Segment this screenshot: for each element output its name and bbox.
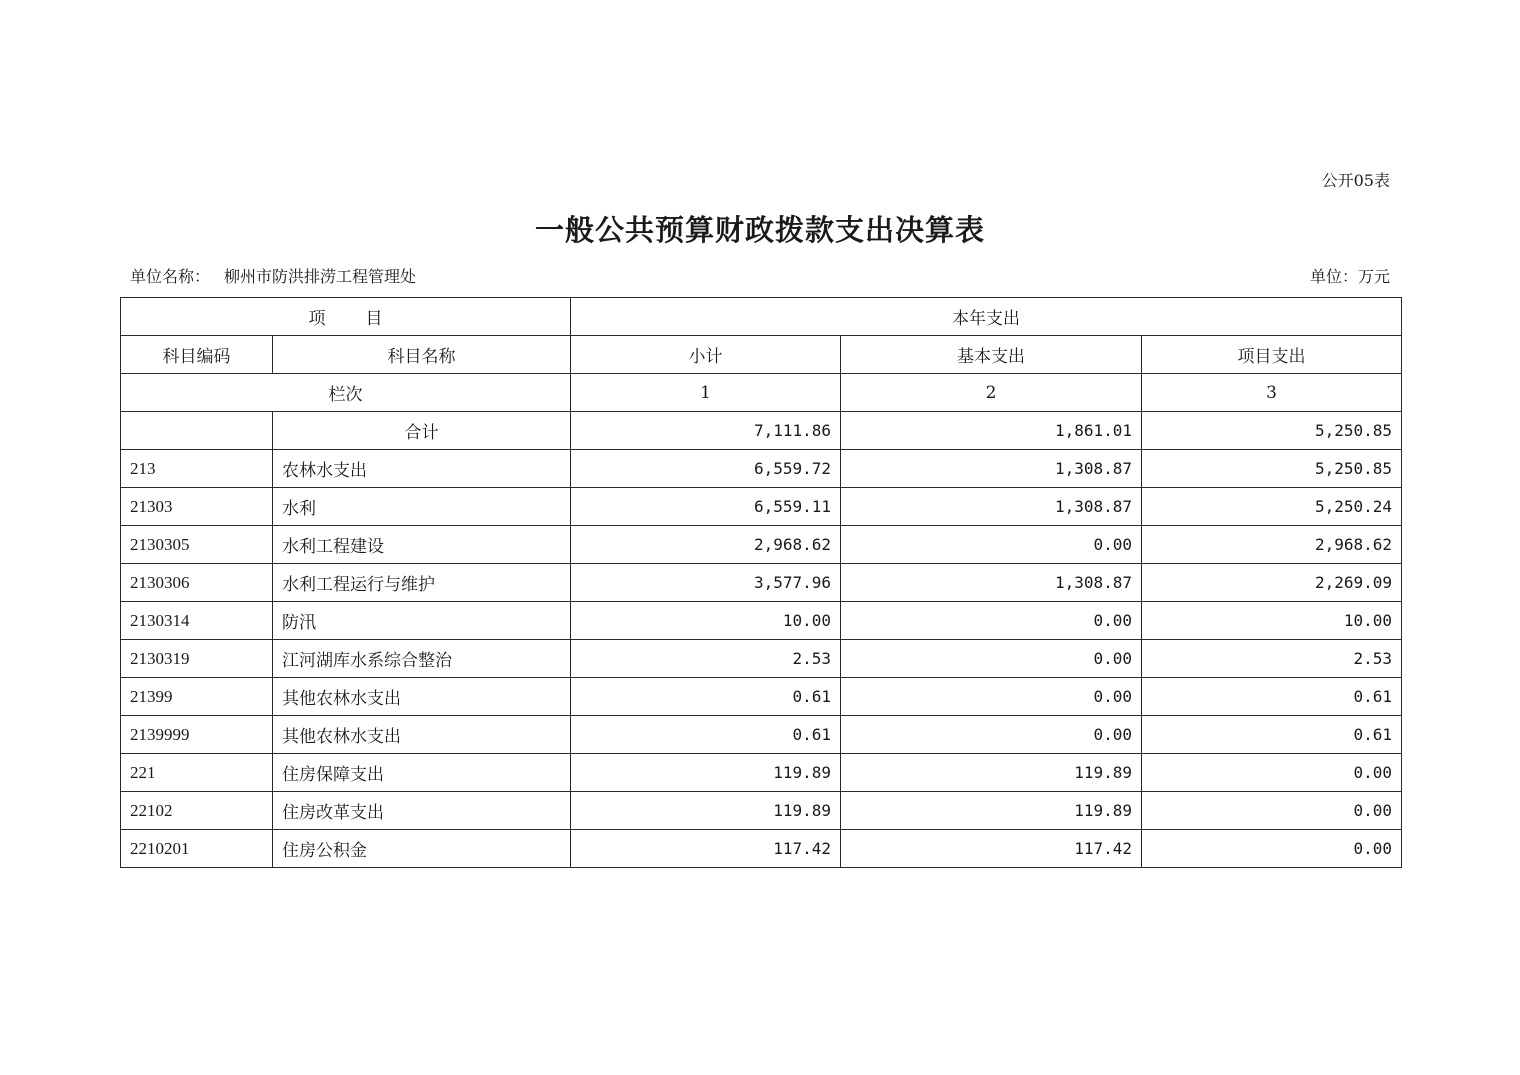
header-project-expense: 项目支出 (1142, 336, 1402, 374)
row-name: 住房保障支出 (273, 754, 571, 792)
row-subtotal: 10.00 (571, 602, 841, 640)
total-project: 5,250.85 (1142, 412, 1402, 450)
header-col2: 2 (841, 374, 1142, 412)
header-row-3 (121, 374, 1402, 412)
row-code: 2130306 (121, 564, 273, 602)
row-name: 住房公积金 (273, 830, 571, 868)
row-subtotal: 119.89 (571, 792, 841, 830)
row-name: 水利工程建设 (273, 526, 571, 564)
row-basic: 119.89 (841, 792, 1142, 830)
header-column-no: 栏次 (121, 374, 571, 412)
table-row (121, 450, 1402, 488)
row-project: 0.61 (1142, 716, 1402, 754)
row-project: 2,968.62 (1142, 526, 1402, 564)
unit-name-value: 柳州市防洪排涝工程管理处 (224, 267, 417, 286)
table-row (121, 564, 1402, 602)
row-name: 其他农林水支出 (273, 678, 571, 716)
row-project: 2,269.09 (1142, 564, 1402, 602)
row-code: 21303 (121, 488, 273, 526)
header-col1: 1 (571, 374, 841, 412)
header-project (121, 298, 571, 336)
table-row (121, 754, 1402, 792)
row-project: 5,250.24 (1142, 488, 1402, 526)
row-name: 农林水支出 (273, 450, 571, 488)
row-name: 防汛 (273, 602, 571, 640)
table-row (121, 640, 1402, 678)
row-code: 2130305 (121, 526, 273, 564)
header-name: 科目名称 (273, 336, 571, 374)
form-number: 公开05表 (1321, 171, 1390, 190)
header-project-part1: 项 (308, 309, 326, 329)
row-code: 21399 (121, 678, 273, 716)
table-row (121, 678, 1402, 716)
row-code: 2210201 (121, 830, 273, 868)
row-basic: 1,308.87 (841, 488, 1142, 526)
row-name: 江河湖库水系综合整治 (273, 640, 571, 678)
row-subtotal: 119.89 (571, 754, 841, 792)
table-row (121, 488, 1402, 526)
header-project-part2: 目 (365, 309, 383, 329)
row-project: 10.00 (1142, 602, 1402, 640)
table-row (121, 830, 1402, 868)
row-code: 2130314 (121, 602, 273, 640)
row-code: 221 (121, 754, 273, 792)
row-subtotal: 2.53 (571, 640, 841, 678)
row-name: 水利工程运行与维护 (273, 564, 571, 602)
row-subtotal: 6,559.72 (571, 450, 841, 488)
header-current-year: 本年支出 (571, 298, 1402, 336)
row-subtotal: 0.61 (571, 716, 841, 754)
row-project: 0.00 (1142, 830, 1402, 868)
row-code: 2130319 (121, 640, 273, 678)
row-basic: 0.00 (841, 526, 1142, 564)
row-project: 0.61 (1142, 678, 1402, 716)
total-label: 合计 (273, 412, 571, 450)
table-row (121, 526, 1402, 564)
row-basic: 1,308.87 (841, 564, 1142, 602)
row-code: 22102 (121, 792, 273, 830)
row-basic: 0.00 (841, 716, 1142, 754)
row-basic: 0.00 (841, 678, 1142, 716)
row-basic: 1,308.87 (841, 450, 1142, 488)
expenditure-table (120, 297, 1402, 868)
table-row (121, 602, 1402, 640)
unit-name-label: 单位名称： (130, 267, 211, 286)
row-subtotal: 3,577.96 (571, 564, 841, 602)
row-subtotal: 6,559.11 (571, 488, 841, 526)
row-project: 2.53 (1142, 640, 1402, 678)
row-project: 0.00 (1142, 792, 1402, 830)
page-title: 一般公共预算财政拨款支出决算表 (534, 213, 985, 247)
table-row (121, 716, 1402, 754)
unit-name (130, 266, 416, 288)
row-subtotal: 0.61 (571, 678, 841, 716)
total-row (121, 412, 1402, 450)
row-code: 213 (121, 450, 273, 488)
header-subtotal: 小计 (571, 336, 841, 374)
row-project: 5,250.85 (1142, 450, 1402, 488)
row-name: 水利 (273, 488, 571, 526)
row-basic: 117.42 (841, 830, 1142, 868)
row-name: 其他农林水支出 (273, 716, 571, 754)
currency-unit: 单位：万元 (1309, 267, 1390, 286)
row-basic: 0.00 (841, 602, 1142, 640)
header-code: 科目编码 (121, 336, 273, 374)
header-row-2 (121, 336, 1402, 374)
table-row (121, 792, 1402, 830)
row-name: 住房改革支出 (273, 792, 571, 830)
row-basic: 0.00 (841, 640, 1142, 678)
header-basic: 基本支出 (841, 336, 1142, 374)
total-code-cell (121, 412, 273, 450)
header-col3: 3 (1142, 374, 1402, 412)
total-subtotal: 7,111.86 (571, 412, 841, 450)
row-subtotal: 117.42 (571, 830, 841, 868)
row-code: 2139999 (121, 716, 273, 754)
row-subtotal: 2,968.62 (571, 526, 841, 564)
row-project: 0.00 (1142, 754, 1402, 792)
total-basic: 1,861.01 (841, 412, 1142, 450)
header-row-1 (121, 298, 1402, 336)
row-basic: 119.89 (841, 754, 1142, 792)
